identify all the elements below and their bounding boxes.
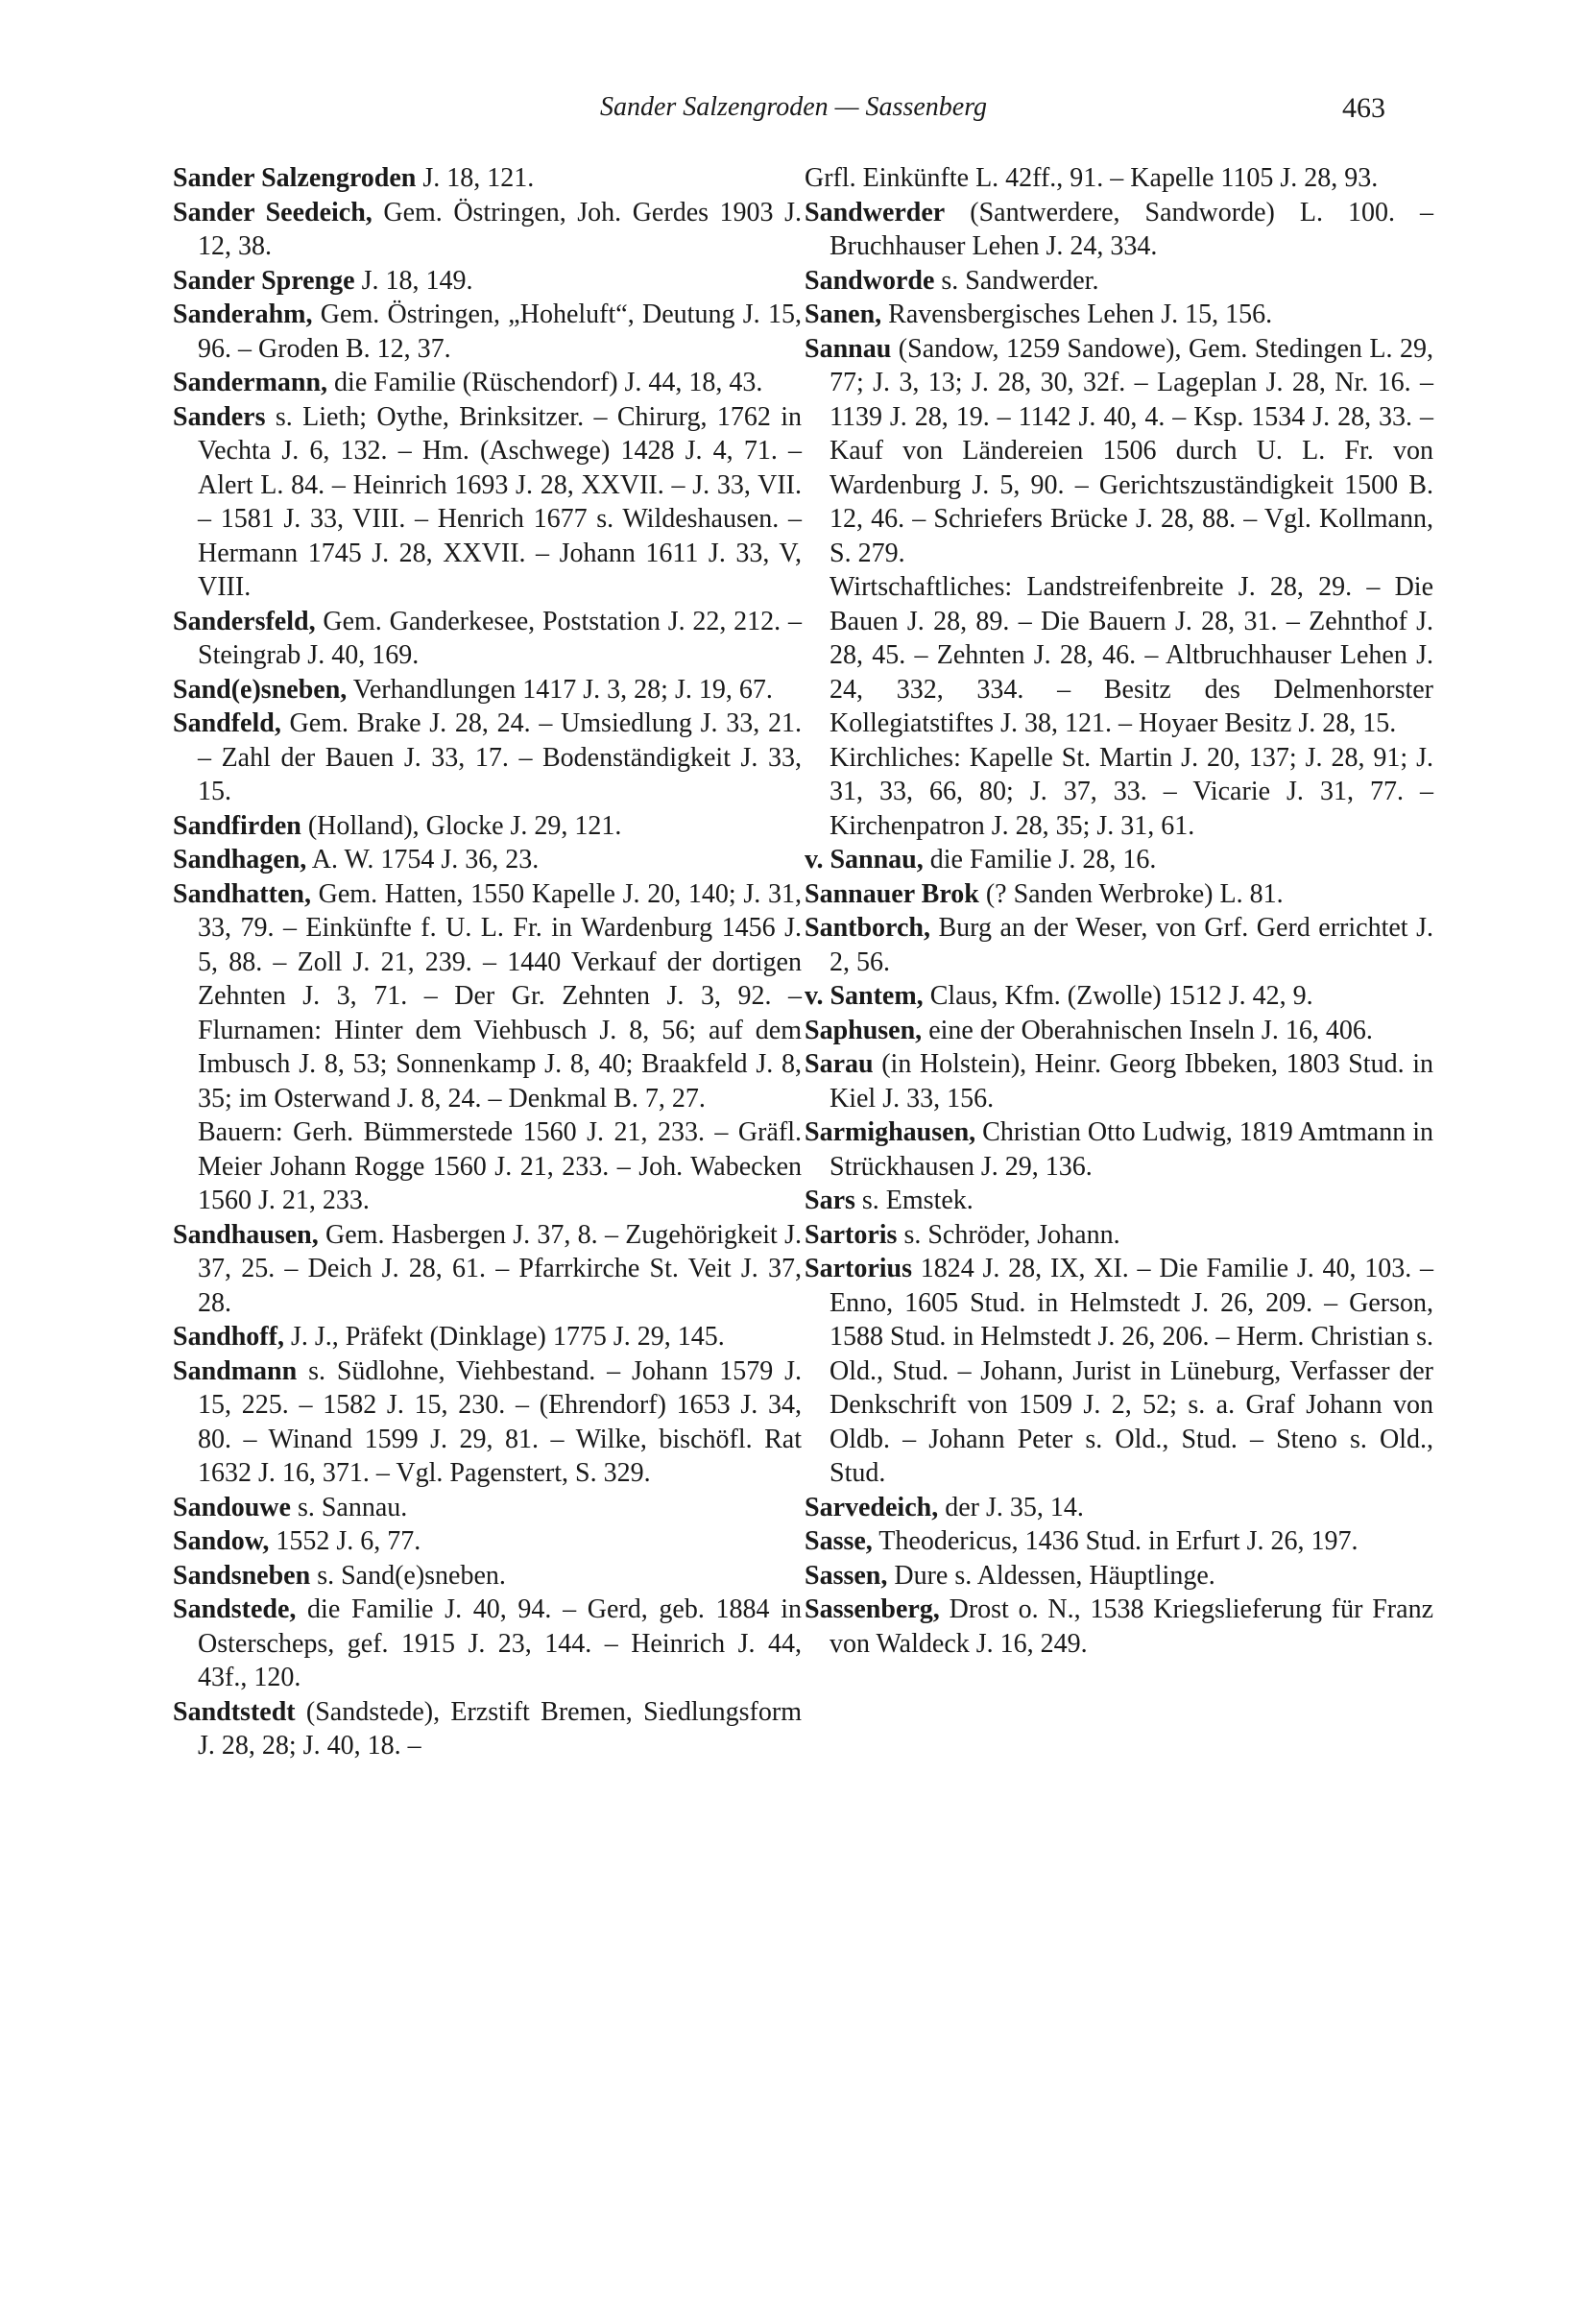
- index-entry: [173, 1695, 802, 1763]
- index-entry-text: Grfl. Einkünfte L. 42ff., 91. – Kapelle 1105 J. 28, 93.: [805, 163, 1379, 193]
- index-entry-text: Claus, Kfm. (Zwolle) 1512 J. 42, 9.: [923, 981, 1313, 1011]
- index-entry: [173, 673, 802, 707]
- page-number: 463: [1342, 92, 1385, 124]
- index-entry-text: Gem. Ganderkesee, Poststation J. 22, 212. – Steingrab J. 40, 169.: [198, 606, 802, 670]
- index-entry-head: Sanderahm,: [173, 299, 313, 329]
- index-entry: [805, 1252, 1433, 1491]
- index-entry-text: der J. 35, 14.: [938, 1492, 1084, 1522]
- index-entry: [173, 196, 802, 264]
- index-entry-head: Sarau: [805, 1049, 874, 1079]
- index-entry: [805, 1047, 1433, 1115]
- right-column: [805, 161, 1433, 1661]
- index-entry-text: s. Sand(e)sneben.: [310, 1560, 506, 1591]
- index-entry-text: Dure s. Aldessen, Häuptlinge.: [887, 1560, 1215, 1591]
- left-column: [173, 161, 802, 1763]
- index-entry-head: Sandhagen,: [173, 845, 307, 874]
- index-entry: [805, 1524, 1433, 1559]
- index-entry-head: v. Santem,: [805, 981, 924, 1011]
- index-entry-head: Sandouwe: [173, 1492, 291, 1522]
- index-entry: [173, 877, 802, 1116]
- index-entry-text: Ravensbergisches Lehen J. 15, 156.: [881, 299, 1273, 329]
- index-entry-text: Verhandlungen 1417 J. 3, 28; J. 19, 67.: [347, 674, 773, 705]
- index-entry-subsection: Wirtschaftliches: Landstreifenbreite J. 28, 29. – Die Bauen J. 28, 89. – Die Bauern J. 28, 31. – Zehnthof J. 28, 45. – Zehnten J. 28, 46. – Altbruchhauser Lehen J. 24, 332, 334. – Besitz des Delmenhorster Kollegiatstiftes J. 38, 121. – Hoyaer Besitz J. 28, 15.: [830, 572, 1433, 738]
- index-entry-text: (? Sanden Werbroke) L. 81.: [978, 878, 1284, 909]
- index-entry: [805, 1491, 1433, 1525]
- index-entry-text: Burg an der Weser, von Grf. Gerd errichtet J. 2, 56.: [830, 913, 1433, 977]
- index-entry-text: die Familie J. 28, 16.: [923, 845, 1157, 874]
- index-entry-head: Sandwerder: [805, 197, 946, 228]
- index-entry-head: Sandsneben: [173, 1560, 311, 1591]
- index-entry-head: Santborch,: [805, 913, 930, 943]
- index-entry-text: s. Schröder, Johann.: [897, 1219, 1120, 1250]
- index-entry-text: die Familie (Rüschendorf) J. 44, 18, 43.: [327, 368, 763, 397]
- index-entry-head: Sandfeld,: [173, 708, 281, 738]
- index-entry-text: s. Sannau.: [290, 1492, 408, 1522]
- index-entry: [173, 366, 802, 400]
- index-entry: [805, 1014, 1433, 1048]
- index-entry: [173, 161, 802, 196]
- index-entry-head: Sander Seedeich,: [173, 197, 373, 228]
- index-entry: [173, 400, 802, 605]
- index-entry: [173, 843, 802, 877]
- index-entry: [805, 1115, 1433, 1184]
- index-entry-text: 1824 J. 28, IX, XI. – Die Familie J. 40, 103. – Enno, 1605 Stud. in Helmstedt J. 26, 209. – Gerson, 1588 Stud. in Helmstedt J. 26, 206. – Herm. Christian s. Old., Stud. – Johann, Jurist in Lüneburg, Verfasser der Denkschrift von 1509 J. 2, 52; s. a. Graf Johann von Oldb. – Johann Peter s. Old., Stud. – Steno s. Old., Stud.: [830, 1254, 1433, 1488]
- index-entry-head: Sand(e)sneben,: [173, 674, 348, 705]
- index-entry-text: Gem. Hatten, 1550 Kapelle J. 20, 140; J. 31, 33, 79. – Einkünfte f. U. L. Fr. in Wardenburg 1456 J. 5, 88. – Zoll J. 21, 239. – 1440 Verkauf der dortigen Zehnten J. 3, 71. – Der Gr. Zehnten J. 3, 92. – Flurnamen: Hinter dem Viehbusch J. 8, 56; auf dem Imbusch J. 8, 53; Sonnenkamp J. 8, 40; Braakfeld J. 8, 35; im Osterwand J. 8, 24. – Denkmal B. 7, 27.: [198, 878, 802, 1114]
- index-entry-head: Sander Sprenge: [173, 265, 355, 296]
- index-entry-head: Sandermann,: [173, 368, 328, 397]
- index-entry-head: Sandmann: [173, 1355, 298, 1386]
- index-entry-subsection: Kirchliches: Kapelle St. Martin J. 20, 137; J. 28, 91; J. 31, 33, 66, 80; J. 37, 33. – Vicarie J. 31, 77. – Kirchenpatron J. 28, 35; J. 31, 61.: [830, 742, 1433, 841]
- index-entry-text: J. 18, 149.: [354, 265, 473, 296]
- index-entry-text: Christian Otto Ludwig, 1819 Amtmann in Strückhausen J. 29, 136.: [830, 1117, 1433, 1182]
- index-entry: [173, 605, 802, 673]
- index-entry-head: Saphusen,: [805, 1015, 923, 1045]
- index-entry-head: Sartoris: [805, 1219, 898, 1250]
- index-entry: [173, 1491, 802, 1525]
- index-entry-text: (Holland), Glocke J. 29, 121.: [301, 810, 622, 841]
- index-entry-head: Sandstede,: [173, 1594, 297, 1624]
- index-entry-head: Sandhatten,: [173, 878, 311, 909]
- index-entry: [805, 1593, 1433, 1661]
- index-entry-head: Sarvedeich,: [805, 1492, 939, 1522]
- index-entry-head: Sassenberg,: [805, 1594, 940, 1624]
- index-entry-text: eine der Oberahnischen Inseln J. 16, 406.: [922, 1015, 1373, 1045]
- index-entry: [805, 911, 1433, 979]
- index-entry: [173, 1320, 802, 1354]
- index-entry-head: Sander Salzengroden: [173, 163, 417, 193]
- running-head: Sander Salzengroden — Sassenberg: [599, 92, 988, 122]
- index-entry-head: Sassen,: [805, 1560, 888, 1591]
- index-entry: [805, 979, 1433, 1014]
- index-entry: [173, 1559, 802, 1593]
- index-entry: [173, 707, 802, 809]
- index-entry: [173, 298, 802, 366]
- index-entry-text: Gem. Brake J. 28, 24. – Umsiedlung J. 33, 21. – Zahl der Bauen J. 33, 17. – Bodenständigkeit J. 33, 15.: [198, 708, 802, 806]
- index-entry-head: Sandtstedt: [173, 1696, 296, 1727]
- index-entry-head: Sannau: [805, 333, 892, 364]
- index-entry: [173, 264, 802, 299]
- index-entry-head: Sandhausen,: [173, 1219, 319, 1250]
- index-entry: [173, 1524, 802, 1559]
- index-entry-text: Gem. Hasbergen J. 37, 8. – Zugehörigkeit J. 37, 25. – Deich J. 28, 61. – Pfarrkirche St. Veit J. 37, 28.: [198, 1219, 802, 1318]
- index-entry: [805, 877, 1433, 912]
- index-entry-text: 1552 J. 6, 77.: [269, 1526, 421, 1556]
- index-entry-head: Sandow,: [173, 1526, 270, 1556]
- index-entry-text: Gem. Östringen, „Hoheluft“, Deutung J. 15, 96. – Groden B. 12, 37.: [198, 299, 802, 364]
- index-entry-text: J. J., Präfekt (Dinklage) 1775 J. 29, 145.: [283, 1322, 725, 1352]
- index-entry-head: Sars: [805, 1186, 855, 1215]
- index-entry-text: s. Sandwerder.: [934, 265, 1099, 296]
- index-entry-head: Sandfirden: [173, 810, 301, 841]
- index-entry-text: (Sandow, 1259 Sandowe), Gem. Stedingen L. 29, 77; J. 3, 13; J. 28, 30, 32f. – Lageplan J. 28, Nr. 16. – 1139 J. 28, 19. – 1142 J. 40, 4. – Ksp. 1534 J. 28, 33. – Kauf von Ländereien 1506 durch U. L. Fr. von Wardenburg J. 5, 90. – Gerichtszuständigkeit 1500 B. 12, 46. – Schriefers Brücke J. 28, 88. – Vgl. Kollmann, S. 279.: [830, 333, 1433, 568]
- index-entry-text: (Sandstede), Erzstift Bremen, Siedlungsform J. 28, 28; J. 40, 18. –: [198, 1696, 802, 1761]
- index-entry: [173, 809, 802, 844]
- index-entry-text: Drost o. N., 1538 Kriegslieferung für Franz von Waldeck J. 16, 249.: [830, 1594, 1433, 1659]
- index-entry-text: A. W. 1754 J. 36, 23.: [306, 845, 540, 874]
- index-entry: [805, 332, 1433, 571]
- index-entry-text: J. 18, 121.: [416, 163, 535, 193]
- index-entry-subsection: Bauern: Gerh. Bümmerstede 1560 J. 21, 233. – Gräfl. Meier Johann Rogge 1560 J. 21, 233. – Joh. Wabecken 1560 J. 21, 233.: [198, 1117, 802, 1215]
- page-header: [0, 92, 1587, 134]
- index-entry-text: Theodericus, 1436 Stud. in Erfurt J. 26, 197.: [872, 1526, 1359, 1556]
- index-entry: [805, 1184, 1433, 1218]
- index-entry: [805, 843, 1433, 877]
- index-entry-text: s. Südlohne, Viehbestand. – Johann 1579 J. 15, 225. – 1582 J. 15, 230. – (Ehrendorf) 1653 J. 34, 80. – Winand 1599 J. 29, 81. – Wilke, bischöfl. Rat 1632 J. 16, 371. – Vgl. Pagenstert, S. 329.: [198, 1355, 802, 1488]
- index-entry: [805, 1559, 1433, 1593]
- index-entry-text: (Santwerdere, Sandworde) L. 100. – Bruchhauser Lehen J. 24, 334.: [830, 197, 1433, 261]
- index-entry-head: Sandhoff,: [173, 1322, 284, 1352]
- index-entry: [805, 298, 1433, 332]
- index-entry: [805, 1218, 1433, 1253]
- index-entry-head: Sarmighausen,: [805, 1117, 976, 1147]
- index-entry-head: Sartorius: [805, 1254, 912, 1283]
- index-entry: [805, 264, 1433, 299]
- index-entry-head: v. Sannau,: [805, 845, 924, 874]
- index-entry-text: die Familie J. 40, 94. – Gerd, geb. 1884 in Osterscheps, gef. 1915 J. 23, 144. – Heinrich J. 44, 43f., 120.: [198, 1594, 802, 1692]
- index-entry: [173, 1354, 802, 1491]
- index-entry-text: s. Emstek.: [854, 1186, 974, 1215]
- index-entry-head: Sasse,: [805, 1526, 873, 1556]
- index-entry: [173, 1593, 802, 1695]
- index-entry: [173, 1218, 802, 1321]
- index-entry-text: Gem. Östringen, Joh. Gerdes 1903 J. 12, 38.: [198, 197, 802, 261]
- index-entry-head: Sanders: [173, 401, 266, 432]
- index-entry: [805, 196, 1433, 264]
- index-entry-text: s. Lieth; Oythe, Brinksitzer. – Chirurg, 1762 in Vechta J. 6, 132. – Hm. (Aschwege) 1428 J. 4, 71. – Alert L. 84. – Heinrich 1693 J. 28, XXVII. – J. 33, VII. – 1581 J. 33, VIII. – Henrich 1677 s. Wildeshausen. – Hermann 1745 J. 28, XXVII. – Johann 1611 J. 33, V, VIII.: [198, 401, 802, 602]
- index-entry-head: Sandworde: [805, 265, 935, 296]
- index-entry-head: Sanen,: [805, 299, 882, 329]
- index-entry: [805, 161, 1433, 196]
- index-entry-head: Sannauer Brok: [805, 878, 979, 909]
- index-entry-head: Sandersfeld,: [173, 606, 316, 636]
- index-entry-text: (in Holstein), Heinr. Georg Ibbeken, 1803 Stud. in Kiel J. 33, 156.: [830, 1049, 1433, 1114]
